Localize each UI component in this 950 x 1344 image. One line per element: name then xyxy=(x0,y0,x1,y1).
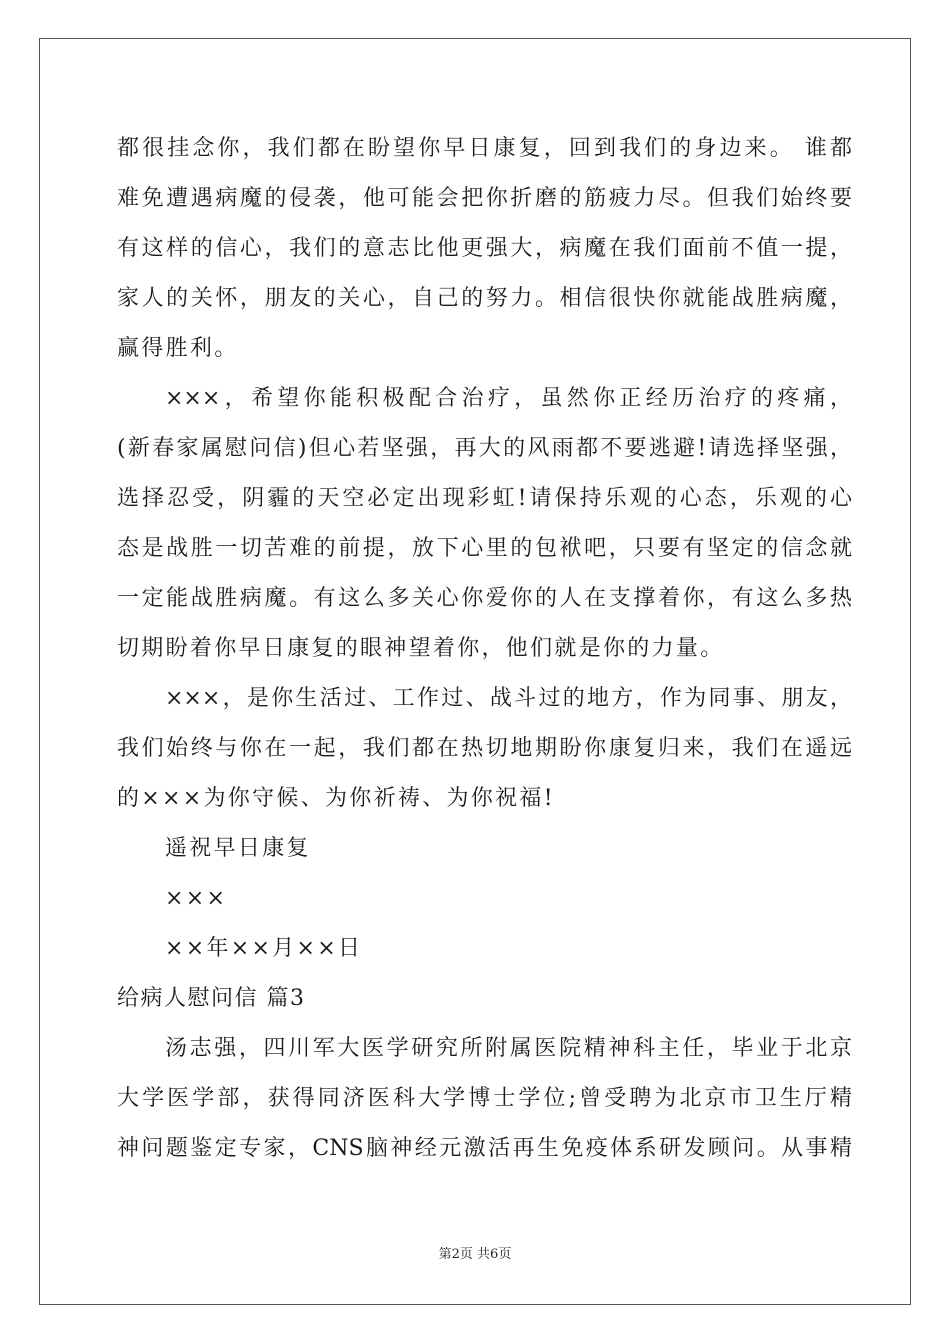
body-text-line: 神问题鉴定专家，CNS脑神经元激活再生免疫体系研发顾问。从事精 xyxy=(117,1136,852,1161)
page-number: 第2页 共6页 xyxy=(438,1247,512,1262)
body-text-line: 态是战胜一切苦难的前提，放下心里的包袱吧，只要有坚定的信念就 xyxy=(117,536,852,561)
body-text-line: ×××，希望你能积极配合治疗，虽然你正经历治疗的疼痛， xyxy=(165,386,852,411)
body-text-line: 的×××为你守候、为你祈祷、为你祝福! xyxy=(117,786,555,811)
date-text: ××年××月××日 xyxy=(165,936,363,961)
section-heading: 给病人慰问信 篇3 xyxy=(117,986,306,1011)
signature: ××× xyxy=(165,886,228,911)
body-text-line: 赢得胜利。 xyxy=(117,336,239,361)
page-border xyxy=(39,38,911,1305)
body-text-line: 我们始终与你在一起，我们都在热切地期盼你康复归来，我们在遥远 xyxy=(117,736,852,761)
closing-text: 遥祝早日康复 xyxy=(165,836,311,861)
body-text-line: 大学医学部，获得同济医科大学博士学位;曾受聘为北京市卫生厅精 xyxy=(117,1086,852,1111)
body-text-line: 选择忍受，阴霾的天空必定出现彩虹!请保持乐观的心态，乐观的心 xyxy=(117,486,852,511)
body-text-line: 切期盼着你早日康复的眼神望着你，他们就是你的力量。 xyxy=(117,636,725,661)
body-text-line: (新春家属慰问信)但心若坚强，再大的风雨都不要逃避!请选择坚强， xyxy=(117,436,852,461)
body-text-line: 家人的关怀，朋友的关心，自己的努力。相信很快你就能战胜病魔， xyxy=(117,286,852,311)
body-text-line: 难免遭遇病魔的侵袭，他可能会把你折磨的筋疲力尽。但我们始终要 xyxy=(117,186,852,211)
body-text-line: ×××，是你生活过、工作过、战斗过的地方，作为同事、朋友， xyxy=(165,686,852,711)
body-text-line: 有这样的信心，我们的意志比他更强大，病魔在我们面前不值一提， xyxy=(117,236,852,261)
body-text-line: 都很挂念你，我们都在盼望你早日康复，回到我们的身边来。 谁都 xyxy=(117,136,852,161)
body-text-line: 汤志强，四川军大医学研究所附属医院精神科主任，毕业于北京 xyxy=(165,1036,852,1061)
body-text-line: 一定能战胜病魔。有这么多关心你爱你的人在支撑着你，有这么多热 xyxy=(117,586,852,611)
